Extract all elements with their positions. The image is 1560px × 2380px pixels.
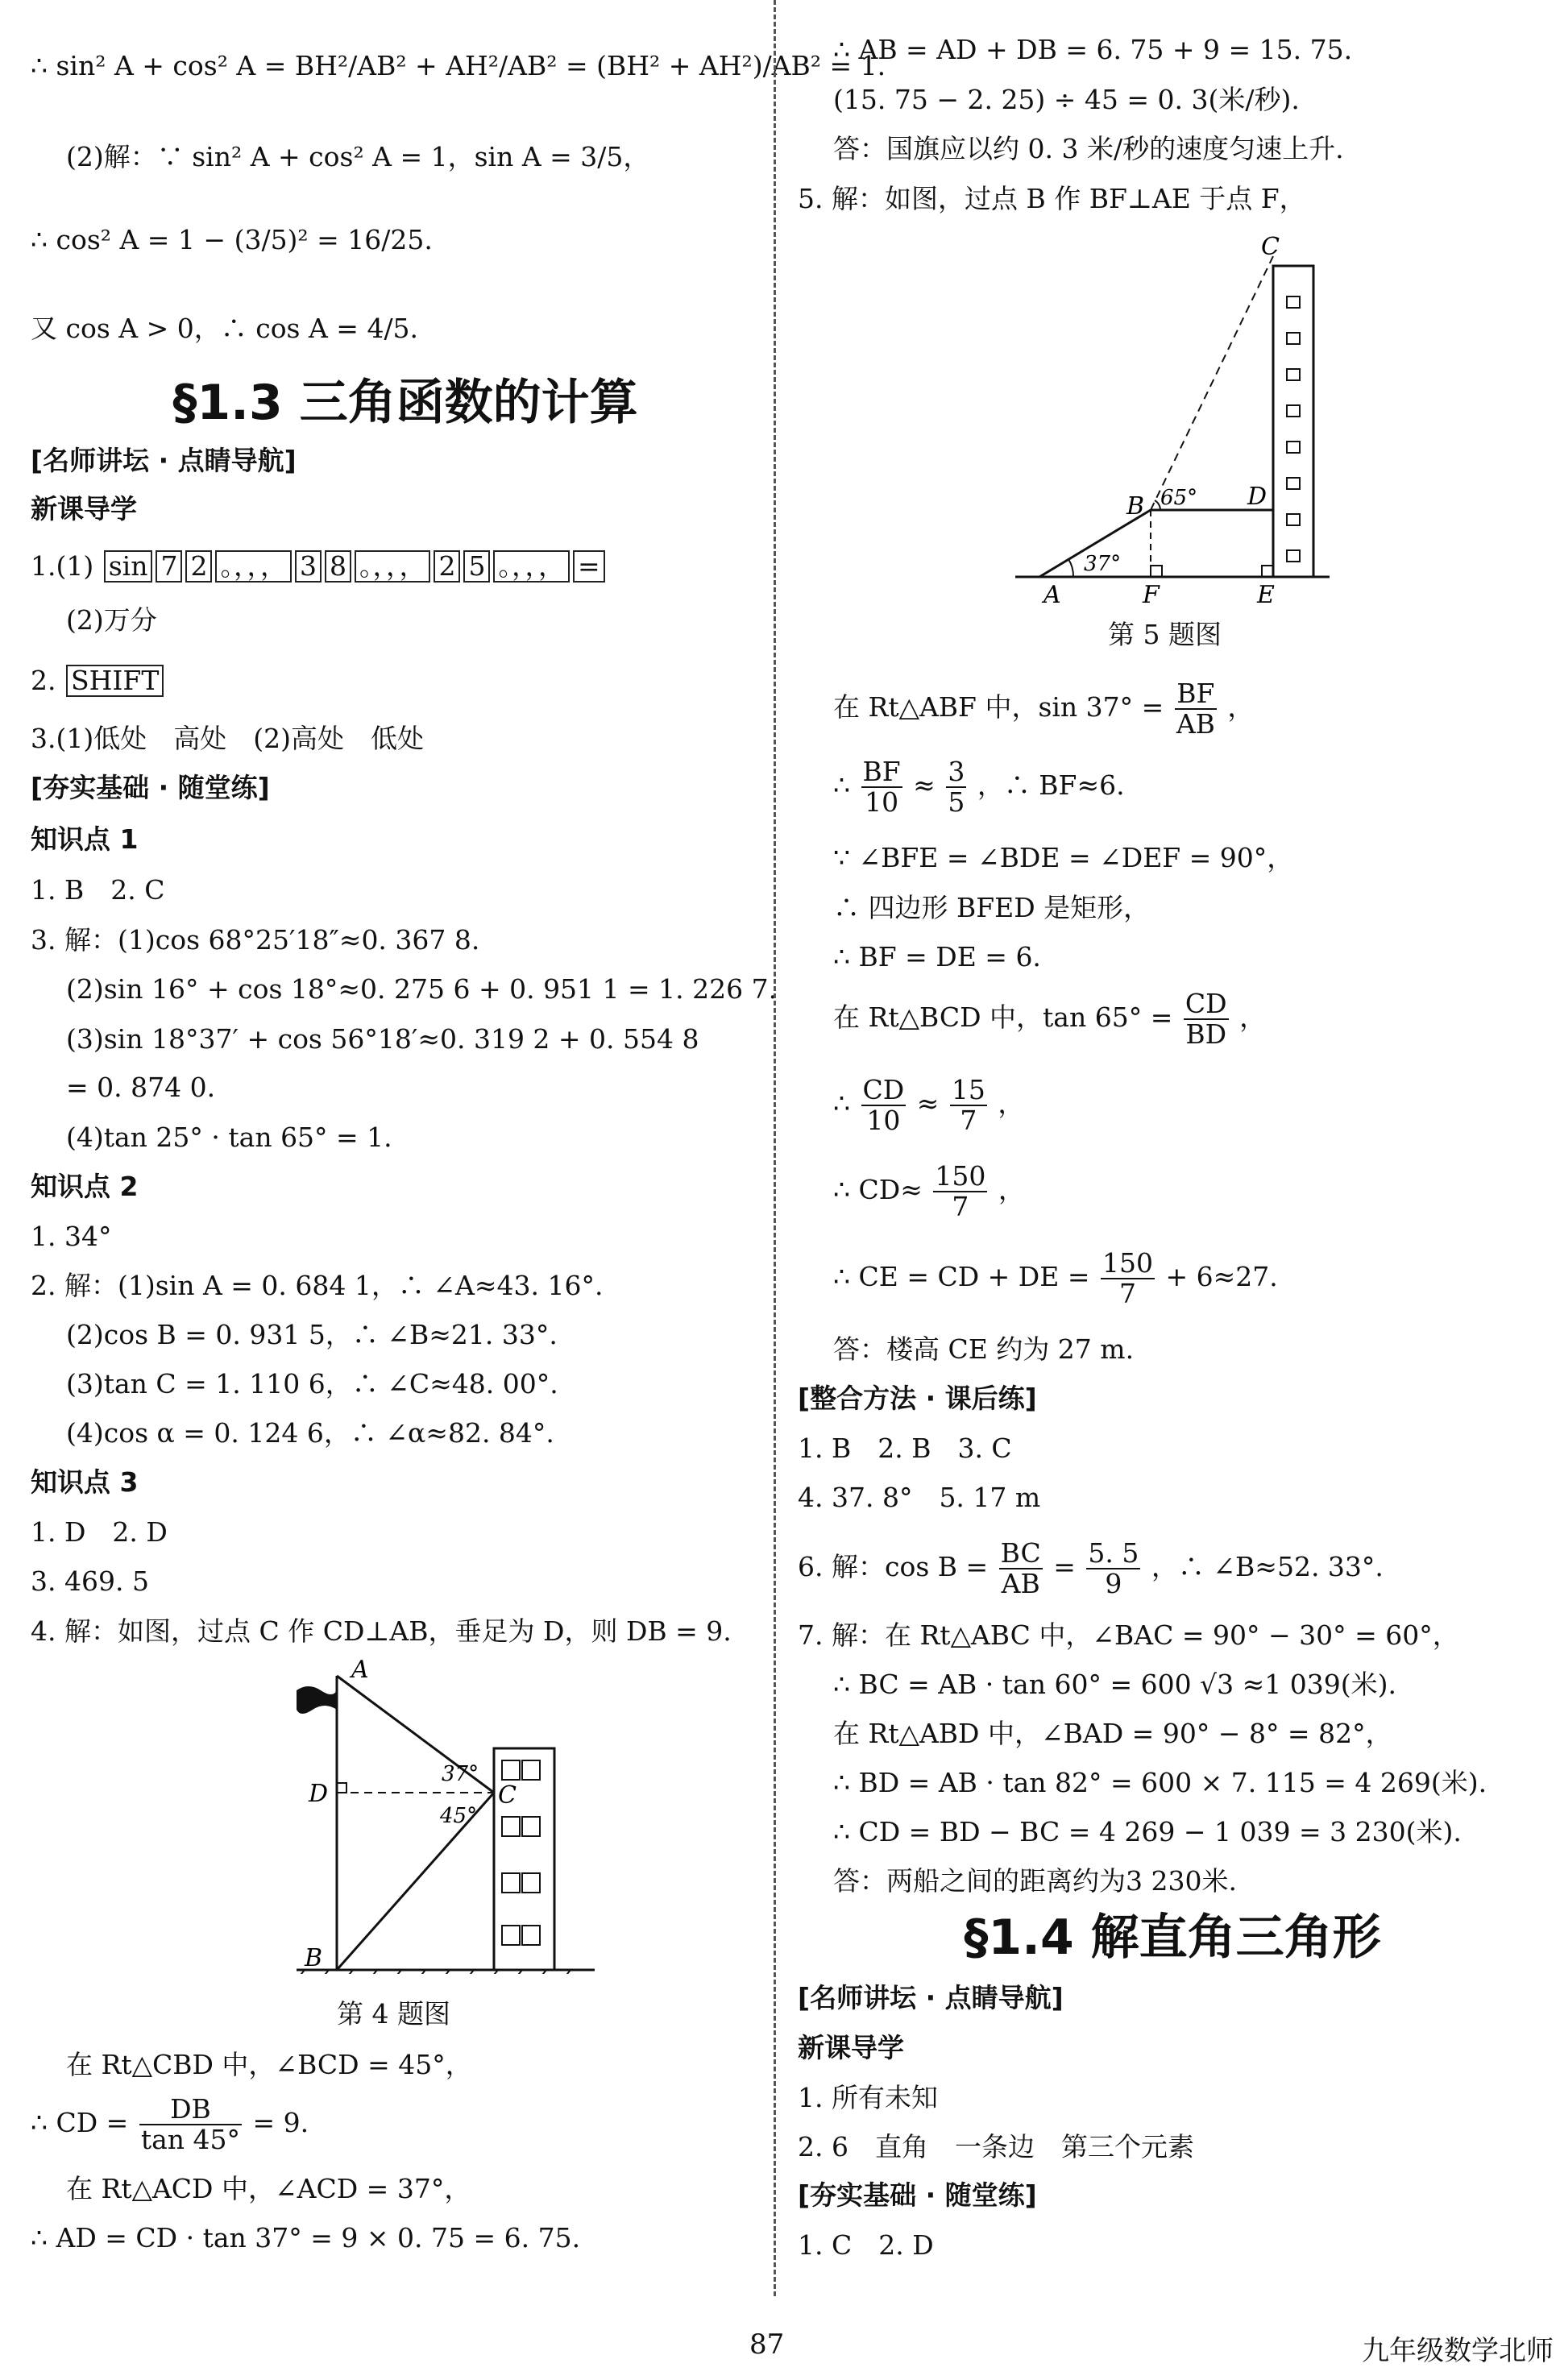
line: ∴ BD = AB · tan 82° = 600 × 7. 115 = 4 269(米). xyxy=(833,1767,1487,1798)
page-number: 87 xyxy=(749,2328,785,2361)
line: 在 Rt△ABD 中，∠BAD = 90° − 8° = 82°， xyxy=(833,1718,1392,1749)
line: ∴ sin² A + cos² A = BH²/AB² + AH²/AB² = (BH² + AH²)/AB² = 1. xyxy=(31,50,886,81)
formula-text: ， xyxy=(998,1088,1025,1119)
figure-caption: 第 4 题图 xyxy=(337,1998,450,2030)
figure-caption: 第 5 题图 xyxy=(1108,619,1222,650)
figure-5 xyxy=(1015,232,1354,611)
denominator: 7 xyxy=(952,1191,969,1222)
line: 2. 解：(1)sin A = 0. 684 1，∴ ∠A≈43. 16°. xyxy=(31,1270,604,1301)
section-heading: [夯实基础 · 随堂练] xyxy=(31,772,270,803)
formula-line xyxy=(798,1249,1278,1308)
line: ∴ CD = BD − BC = 4 269 − 1 039 = 3 230(米). xyxy=(833,1816,1462,1847)
calc-key: sin xyxy=(104,550,153,583)
calc-key: 2 xyxy=(434,550,460,583)
formula-text: ，∴ BF≈6. xyxy=(977,769,1125,801)
calc-key: 。，，， xyxy=(355,550,431,583)
line: 1. 34° xyxy=(31,1221,112,1252)
numerator: CD xyxy=(862,1074,905,1105)
calc-key: 5 xyxy=(463,550,490,583)
formula-text: ≈ xyxy=(913,769,936,801)
formula-text: = 9. xyxy=(252,2107,309,2138)
numerator: 3 xyxy=(948,756,965,787)
line: 1. 所有未知 xyxy=(798,2082,938,2113)
label-a: A xyxy=(351,1660,369,1684)
section-heading: 知识点 1 xyxy=(31,823,139,855)
line: ∵ ∠BFE = ∠BDE = ∠DEF = 90°， xyxy=(833,842,1294,873)
fraction xyxy=(933,1162,987,1221)
line: (3)tan C = 1. 110 6，∴ ∠C≈48. 00°. xyxy=(66,1368,558,1399)
fraction xyxy=(999,1539,1043,1598)
line: ∴ BF = DE = 6. xyxy=(833,941,1041,972)
keys-line xyxy=(31,550,607,583)
line: 3. 469. 5 xyxy=(31,1565,149,1597)
denominator: 10 xyxy=(866,1105,901,1136)
line: = 0. 874 0. xyxy=(66,1072,216,1103)
line: 在 Rt△ACD 中，∠ACD = 37°， xyxy=(66,2173,471,2204)
book-title: 九年级数学北师 xyxy=(1362,2335,1554,2367)
section-heading: 知识点 3 xyxy=(31,1466,139,1498)
label-d: D xyxy=(309,1780,329,1808)
formula-text: 在 Rt△BCD 中，tan 65° = xyxy=(833,1001,1173,1033)
line: ∴ cos² A = 1 − (3/5)² = 16/25. xyxy=(31,224,433,255)
label-a: A xyxy=(1043,581,1061,609)
line: 1. B 2. B 3. C xyxy=(798,1433,1012,1464)
formula-text: ，∴ ∠B≈52. 33°. xyxy=(1151,1551,1384,1582)
line: (2)cos B = 0. 931 5，∴ ∠B≈21. 33°. xyxy=(66,1319,558,1350)
numerator: DB xyxy=(139,2095,242,2125)
angle-label: 37° xyxy=(442,1762,479,1786)
formula-text: ， xyxy=(1227,691,1255,723)
formula-line xyxy=(798,1539,1384,1598)
line: (2)解：∵ sin² A + cos² A = 1，sin A = 3/5， xyxy=(66,141,650,172)
section-heading: 知识点 2 xyxy=(31,1171,139,1202)
label-e: E xyxy=(1257,581,1275,609)
denominator: 9 xyxy=(1105,1568,1122,1599)
numerator: 150 xyxy=(935,1160,986,1192)
formula-text: ≈ xyxy=(916,1088,940,1119)
line: (4)cos α = 0. 124 6，∴ ∠α≈82. 84°. xyxy=(66,1417,554,1449)
line: 答：两船之间的距离约为3 230米. xyxy=(833,1865,1237,1897)
calc-key: 2 xyxy=(185,550,212,583)
line: 1. B 2. C xyxy=(31,874,165,906)
column-divider xyxy=(774,0,776,2296)
numerator: 5. 5 xyxy=(1088,1537,1139,1569)
formula-line xyxy=(798,679,1254,739)
numerator: 150 xyxy=(1102,1247,1153,1279)
keys-line xyxy=(31,665,165,697)
line: ∴ AB = AD + DB = 6. 75 + 9 = 15. 75. xyxy=(833,34,1353,65)
numerator: BF xyxy=(1175,679,1217,710)
fraction xyxy=(139,2095,242,2154)
denominator: 10 xyxy=(865,786,899,818)
denominator: AB xyxy=(1001,1568,1040,1599)
numerator: CD xyxy=(1185,988,1227,1019)
line: 在 Rt△CBD 中，∠BCD = 45°， xyxy=(66,2049,472,2080)
denominator: 7 xyxy=(1118,1278,1136,1309)
label-b: B xyxy=(1126,492,1145,520)
numerator: BC xyxy=(1000,1537,1041,1569)
formula-text: ， xyxy=(998,1174,1025,1205)
formula-text: + 6≈27. xyxy=(1165,1261,1278,1292)
line: 5. 解：如图，过点 B 作 BF⊥AE 于点 F， xyxy=(798,183,1306,214)
angle-label: 37° xyxy=(1084,552,1122,576)
calc-key: SHIFT xyxy=(66,665,164,697)
line: (15. 75 − 2. 25) ÷ 45 = 0. 3(米/秒). xyxy=(833,84,1300,115)
line: ∴ 四边形 BFED 是矩形， xyxy=(833,892,1151,923)
formula-line xyxy=(798,1162,1025,1221)
calc-key: 。，，， xyxy=(493,550,570,583)
section-title: §1.4 解直角三角形 xyxy=(964,1909,1381,1966)
line: (2)sin 16° + cos 18°≈0. 275 6 + 0. 951 1 = 1. 226 7. xyxy=(66,973,778,1005)
line: (2)万分 xyxy=(66,604,157,636)
numerator: 15 xyxy=(951,1074,985,1105)
angle-label: 45° xyxy=(440,1804,478,1828)
formula-line xyxy=(31,2095,309,2154)
fraction xyxy=(1086,1539,1140,1598)
section-heading: 新课导学 xyxy=(31,493,137,525)
line: 答：国旗应以约 0. 3 米/秒的速度匀速上升. xyxy=(833,133,1344,164)
formula-text: 6. 解：cos B = xyxy=(798,1551,989,1582)
line: 1. D 2. D xyxy=(31,1516,168,1548)
calc-key: = xyxy=(573,550,605,583)
section-heading: [名师讲坛 · 点睛导航] xyxy=(31,445,297,476)
label-b: B xyxy=(305,1944,323,1972)
formula-line xyxy=(798,1076,1024,1135)
label-c: C xyxy=(498,1781,517,1810)
formula-text: ∴ CD = xyxy=(31,2107,129,2138)
denominator: 7 xyxy=(960,1105,977,1136)
fraction xyxy=(1175,679,1217,739)
line: 又 cos A > 0，∴ cos A = 4/5. xyxy=(31,313,419,344)
label-f: F xyxy=(1143,581,1160,609)
formula-text: 在 Rt△ABF 中，sin 37° = xyxy=(833,691,1164,723)
line: (3)sin 18°37′ + cos 56°18′≈0. 319 2 + 0. 554 8 xyxy=(66,1023,699,1055)
line: 2. 6 直角 一条边 第三个元素 xyxy=(798,2131,1194,2162)
fraction xyxy=(950,1076,987,1135)
section-heading: 新课导学 xyxy=(798,2032,904,2063)
line: ∴ BC = AB · tan 60° = 600 √3 ≈1 039(米). xyxy=(833,1669,1396,1700)
line: ∴ AD = CD · tan 37° = 9 × 0. 75 = 6. 75. xyxy=(31,2222,581,2254)
calc-key: 。，，， xyxy=(215,550,292,583)
fraction xyxy=(1101,1249,1155,1308)
label: 2. xyxy=(31,665,56,696)
numerator: BF xyxy=(862,756,901,787)
line: 3. 解：(1)cos 68°25′18″≈0. 367 8. xyxy=(31,924,480,956)
label: 1.(1) xyxy=(31,550,94,582)
line: 7. 解：在 Rt△ABC 中，∠BAC = 90° − 30° = 60°， xyxy=(798,1619,1459,1651)
label-d: D xyxy=(1247,483,1268,511)
formula-text: = xyxy=(1053,1551,1076,1582)
angle-label: 65° xyxy=(1160,486,1198,510)
formula-text: ∴ xyxy=(833,1088,850,1119)
calc-key: 7 xyxy=(156,550,182,583)
line: 3.(1)低处 高处 (2)高处 低处 xyxy=(31,723,424,754)
denominator: 5 xyxy=(948,786,965,818)
line: (4)tan 25° · tan 65° = 1. xyxy=(66,1122,392,1153)
fraction xyxy=(946,757,966,817)
calc-key: 3 xyxy=(295,550,322,583)
line: 4. 解：如图，过点 C 作 CD⊥AB，垂足为 D，则 DB = 9. xyxy=(31,1615,732,1647)
line: 4. 37. 8° 5. 17 m xyxy=(798,1482,1041,1513)
line: 答：楼高 CE 约为 27 m. xyxy=(833,1333,1135,1365)
label-c: C xyxy=(1261,233,1280,261)
fraction xyxy=(1184,989,1229,1049)
section-title: §1.3 三角函数的计算 xyxy=(172,375,638,431)
formula-line xyxy=(798,989,1266,1049)
denominator: tan 45° xyxy=(140,2124,241,2155)
formula-text: ， xyxy=(1239,1001,1267,1033)
formula-text: ∴ xyxy=(833,769,850,801)
denominator: BD xyxy=(1185,1018,1227,1050)
formula-text: ∴ CD≈ xyxy=(833,1174,923,1205)
denominator: AB xyxy=(1176,708,1215,740)
fraction xyxy=(861,1076,907,1135)
line: 1. C 2. D xyxy=(798,2229,934,2261)
section-heading: [名师讲坛 · 点睛导航] xyxy=(798,1982,1064,2013)
fraction xyxy=(861,757,902,817)
figure-4 xyxy=(256,1660,635,1974)
calc-key: 8 xyxy=(325,550,351,583)
section-heading: [夯实基础 · 随堂练] xyxy=(798,2179,1037,2211)
formula-line xyxy=(798,757,1125,817)
formula-text: ∴ CE = CD + DE = xyxy=(833,1261,1090,1292)
section-heading: [整合方法 · 课后练] xyxy=(798,1383,1037,1414)
